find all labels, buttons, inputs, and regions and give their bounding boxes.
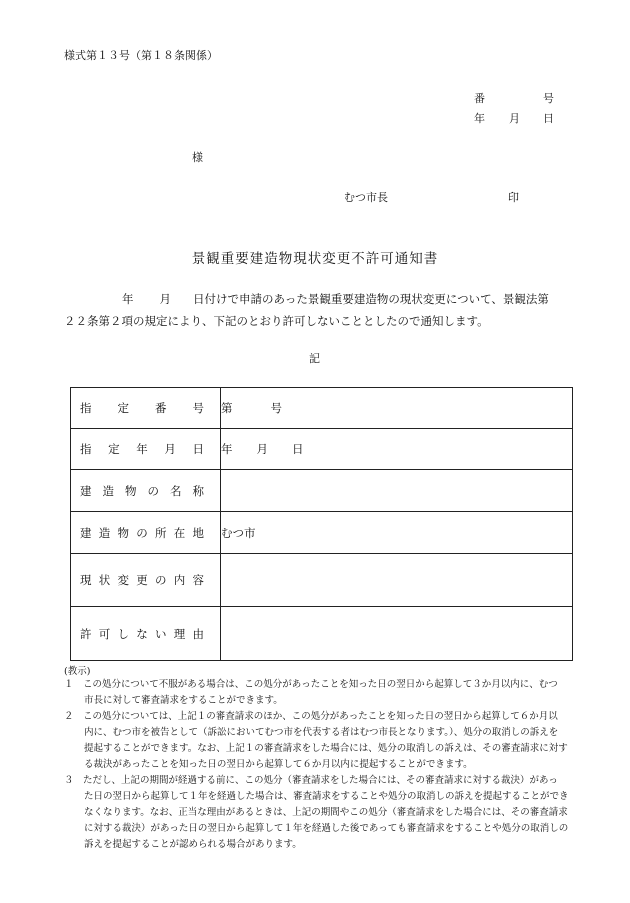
- issuer-name: むつ市長: [344, 191, 388, 204]
- designation-date-value[interactable]: 年 月 日: [221, 429, 573, 470]
- row-label-building-location: 建 造 物 の 所 在 地: [71, 512, 221, 554]
- details-table: [70, 387, 573, 661]
- row-label-designation-number: 指 定 番 号: [71, 388, 221, 429]
- refusal-reason-value[interactable]: [221, 607, 573, 661]
- body-year: 年: [122, 292, 134, 306]
- note-item-2: ２ この処分については、上記１の審査請求のほか、この処分があったことを知った日の翌日から起算して６か月以 内に、むつ市を被告として（訴訟においてむつ市を代表する者はむつ市長となります。）、処分の取消しの訴えを 提起することができます。なお、上記１の審査請求をした場合には、処分の取消しの訴えは、その審査請求に対す る裁決があったことを知った日の翌日から起算して６か月以内に提起することができます。: [64, 711, 568, 770]
- body-month: 月: [159, 292, 171, 306]
- header-day: 日: [543, 112, 554, 125]
- body-line-1-text: 日付けで申請のあった景観重要建造物の現状変更について、景観法第: [193, 292, 549, 306]
- designation-number-value[interactable]: 第 号: [221, 388, 573, 429]
- change-content-value[interactable]: [221, 554, 573, 607]
- addressee-suffix: 様: [192, 151, 203, 164]
- document-title: 景観重要建造物現状変更不許可通知書: [191, 251, 439, 267]
- row-label-change-content: 現 状 変 更 の 内 容: [71, 554, 221, 607]
- table-row: [71, 512, 573, 554]
- note-item-3: ３ ただし、上記の期間が経過する前に、この処分（審査請求をした場合には、その審査請求に対する裁決）があっ た日の翌日から起算して１年を経過した場合は、審査請求をすることや処分の取消しの訴えを提起することができ なくなります。なお、正当な理由があるときは、上記の期間やこの処分（審査請求をした場合には、その審査請求 に対する裁決）があった日の翌日から起算して１年を経過した後であっても審査請求をすることや処分の取消しの 訴えを提起することが認められる場合があります。: [64, 775, 569, 850]
- building-location-value[interactable]: むつ市: [221, 512, 573, 554]
- row-label-refusal-reason: 許 可 し な い 理 由: [71, 607, 221, 661]
- header-year: 年: [474, 112, 485, 125]
- note-item-1: １ この処分について不服がある場合は、この処分があったことを知った日の翌日から起算して３か月以内に、むつ 市長に対して審査請求をすることができます。: [64, 679, 558, 706]
- row-label-building-name: 建 造 物 の 名 称: [71, 470, 221, 512]
- notes-heading: (教示): [64, 666, 91, 677]
- header-month: 月: [509, 112, 520, 125]
- table-row: [71, 607, 573, 661]
- body-line-1: [122, 291, 549, 307]
- number-label: 番: [474, 92, 485, 105]
- row-label-designation-date: 指 定 年 月 日: [71, 429, 221, 470]
- table-row: [71, 388, 573, 429]
- table-row: [71, 429, 573, 470]
- number-suffix: 号: [543, 92, 554, 105]
- ki-heading: 記: [309, 352, 320, 365]
- table-row: [71, 554, 573, 607]
- issuer-seal: 印: [508, 191, 519, 204]
- body-line-2: ２２条第２項の規定により、下記のとおり許可しないこととしたので通知します。: [64, 314, 489, 328]
- building-name-value[interactable]: [221, 470, 573, 512]
- table-row: [71, 470, 573, 512]
- form-number: 様式第１３号（第１８条関係）: [64, 49, 218, 62]
